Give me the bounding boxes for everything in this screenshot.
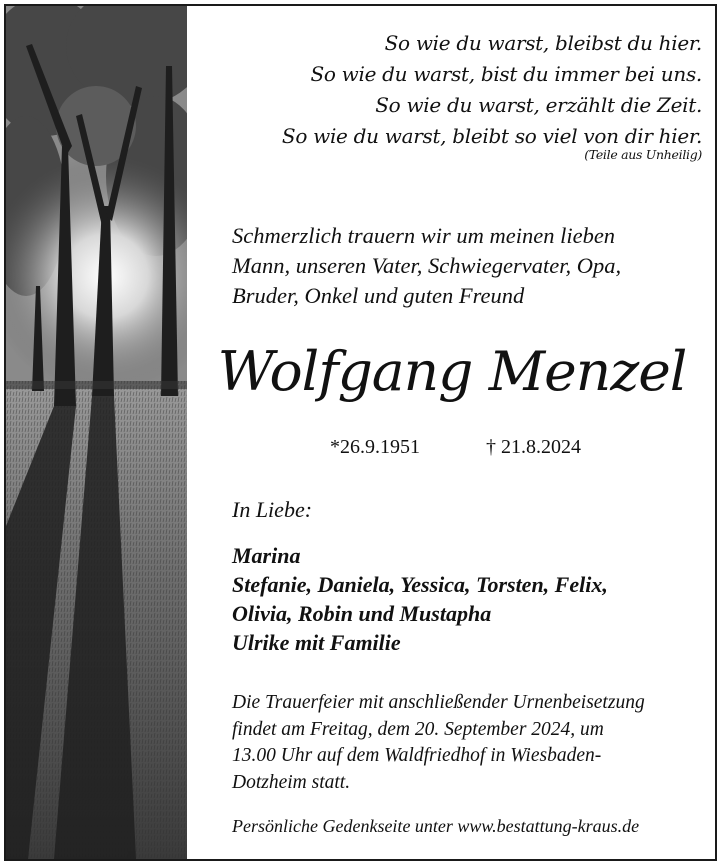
park-trees-photo [6, 6, 187, 859]
poem [282, 28, 702, 164]
intro-line: Bruder, Onkel und guten Freund [232, 283, 525, 308]
death-date: † 21.8.2024 [486, 436, 581, 458]
mourner-line: Olivia, Robin und Mustapha [232, 601, 492, 626]
obituary-notice [4, 4, 717, 861]
service-line: Dotzheim statt. [232, 771, 351, 793]
service-line: 13.00 Uhr auf dem Waldfriedhof in Wiesbaden- [232, 745, 602, 766]
service-line: Die Trauerfeier mit anschließender Urnenbeisetzung [232, 692, 645, 713]
mourners-list [232, 541, 608, 657]
service-line: findet am Freitag, dem 20. September 2024, um [232, 718, 604, 740]
birth-date: *26.9.1951 [330, 436, 420, 458]
poem-line: So wie du warst, bleibt so viel von dir hier. [281, 124, 702, 148]
intro-line: Mann, unseren Vater, Schwiegervater, Opa, [232, 253, 622, 278]
intro-line: Schmerzlich trauern wir um meinen lieben [232, 223, 616, 248]
poem-line: So wie du warst, erzählt die Zeit. [375, 93, 702, 117]
poem-line: So wie du warst, bleibst du hier. [384, 31, 702, 55]
memorial-website: Persönliche Gedenkseite unter www.bestattung-kraus.de [232, 816, 640, 836]
life-dates [330, 436, 581, 459]
mourner-line: Stefanie, Daniela, Yessica, Torsten, Felix, [232, 572, 608, 597]
mourner-line: Marina [232, 543, 301, 568]
poem-source: (Teile aus Unheilig) [584, 147, 702, 162]
poem-line: So wie du warst, bist du immer bei uns. [310, 62, 702, 86]
funeral-service-info [232, 690, 702, 796]
deceased-name: Wolfgang Menzel [217, 340, 687, 403]
mourner-line: Ulrike mit Familie [232, 630, 401, 655]
mourners-heading: In Liebe: [232, 497, 313, 522]
mourning-intro [232, 221, 621, 311]
